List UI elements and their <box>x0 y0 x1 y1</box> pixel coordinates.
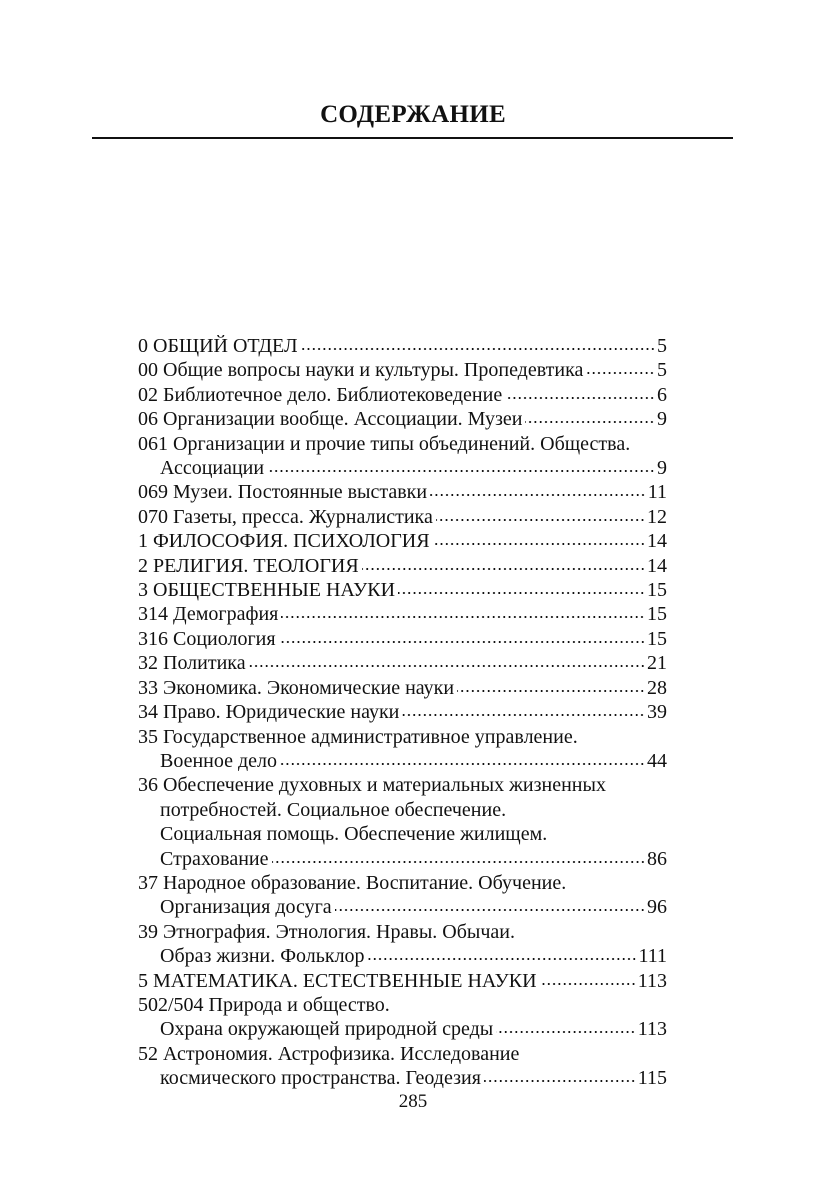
dot-leader <box>433 542 645 546</box>
toc-entry-text: Охрана окружающей природной среды <box>160 1018 494 1041</box>
toc-page-number: 113 <box>637 969 667 992</box>
page-title: СОДЕРЖАНИЕ <box>320 101 506 128</box>
toc-entry-text: 316 Социология <box>138 627 276 650</box>
toc-page-number: 15 <box>647 627 667 650</box>
toc-entry-text: 314 Демография <box>138 603 279 626</box>
toc-entry <box>138 432 667 481</box>
toc-entry-last-line <box>138 969 667 993</box>
toc-page-number: 11 <box>647 481 667 504</box>
toc-entry <box>138 993 667 1042</box>
dot-leader <box>368 957 637 961</box>
toc-entry <box>138 578 667 602</box>
toc-entry-last-line <box>138 1017 667 1041</box>
toc-entry <box>138 407 667 431</box>
toc-page-number: 86 <box>647 847 667 870</box>
toc-page-number: 15 <box>647 579 667 602</box>
toc-entry-text: Ассоциации <box>160 457 265 480</box>
toc-entry-last-line <box>138 505 667 529</box>
toc-entry-text: 35 Государственное административное управление. <box>138 725 578 748</box>
toc-entry-text: 37 Народное образование. Воспитание. Обучение. <box>138 871 567 894</box>
toc-entry-line <box>138 725 667 749</box>
toc-entry-text: Организация досуга <box>160 896 332 919</box>
dot-leader <box>335 908 645 912</box>
toc-entry-text: 069 Музеи. Постоянные выставки <box>138 481 428 504</box>
toc-page-number: 96 <box>647 896 667 919</box>
toc-page-number: 6 <box>657 383 667 406</box>
dot-leader <box>249 664 645 668</box>
toc-entry-line <box>138 432 667 456</box>
toc-entry-last-line <box>138 334 667 358</box>
toc-entry-last-line <box>138 383 667 407</box>
table-of-contents <box>138 334 667 1091</box>
toc-page-number: 12 <box>647 505 667 528</box>
toc-entry-line <box>138 993 667 1017</box>
toc-entry-text: 3 ОБЩЕСТВЕННЫЕ НАУКИ <box>138 579 396 602</box>
toc-entry-last-line <box>138 358 667 382</box>
toc-entry-last-line <box>138 578 667 602</box>
toc-entry-text: потребностей. Социальное обеспечение. <box>160 798 507 821</box>
toc-entry-text: 02 Библиотечное дело. Библиотековедение <box>138 383 503 406</box>
toc-page-number: 21 <box>647 652 667 675</box>
toc-entry <box>138 627 667 651</box>
toc-entry-last-line <box>138 847 667 871</box>
dot-leader <box>505 396 655 400</box>
toc-entry-last-line <box>138 480 667 504</box>
toc-entry <box>138 529 667 553</box>
dot-leader <box>301 347 655 351</box>
toc-page-number: 39 <box>647 701 667 724</box>
toc-entry-text: 061 Организации и прочие типы объединений. Общества. <box>138 432 631 455</box>
toc-entry-text: Социальная помощь. Обеспечение жилищем. <box>160 823 548 846</box>
toc-entry-text: 502/504 Природа и общество. <box>138 993 390 1016</box>
dot-leader <box>457 689 645 693</box>
toc-page-number: 5 <box>657 335 667 357</box>
toc-entry-last-line <box>138 554 667 578</box>
toc-entry <box>138 505 667 529</box>
toc-entry-text: 0 ОБЩИЙ ОТДЕЛ <box>138 335 298 357</box>
toc-entry-text: 00 Общие вопросы науки и культуры. Пропедевтика <box>138 359 584 382</box>
toc-page-number: 15 <box>647 603 667 626</box>
page-number: 285 <box>398 1091 428 1112</box>
toc-entry-last-line <box>138 602 667 626</box>
dot-leader <box>398 591 645 595</box>
toc-entry-text: 36 Обеспечение духовных и материальных жизненных <box>138 774 606 797</box>
dot-leader <box>362 567 645 571</box>
toc-entry-last-line <box>138 651 667 675</box>
toc-entry-last-line <box>138 456 667 480</box>
toc-entry-text: 06 Организации вообще. Ассоциации. Музеи <box>138 408 523 431</box>
toc-entry <box>138 383 667 407</box>
toc-entry-line <box>138 1042 667 1066</box>
dot-leader <box>280 762 645 766</box>
toc-entry-text: 32 Политика <box>138 652 246 675</box>
toc-entry-last-line <box>138 700 667 724</box>
toc-entry-last-line <box>138 676 667 700</box>
toc-entry-line <box>138 871 667 895</box>
toc-entry <box>138 358 667 382</box>
toc-entry-last-line <box>138 895 667 919</box>
toc-entry-text: 5 МАТЕМАТИКА. ЕСТЕСТВЕННЫЕ НАУКИ <box>138 969 537 992</box>
dot-leader <box>430 493 646 497</box>
dot-leader <box>272 860 645 864</box>
toc-entry-text: Образ жизни. Фольклор <box>160 945 365 968</box>
title-rule <box>92 137 733 139</box>
toc-entry-line <box>138 920 667 944</box>
toc-page-number: 14 <box>647 554 667 577</box>
toc-entry-text: 070 Газеты, пресса. Журналистика <box>138 505 433 528</box>
toc-entry <box>138 700 667 724</box>
dot-leader <box>496 1030 636 1034</box>
toc-entry <box>138 773 667 871</box>
toc-page-number: 14 <box>647 530 667 553</box>
toc-entry-line <box>138 822 667 846</box>
toc-page-number: 9 <box>657 408 667 431</box>
toc-page-number: 44 <box>647 749 667 772</box>
toc-entry-text: космического пространства. Геодезия <box>160 1067 481 1090</box>
toc-entry <box>138 651 667 675</box>
toc-entry <box>138 1042 667 1091</box>
dot-leader <box>402 713 645 717</box>
toc-entry-last-line <box>138 407 667 431</box>
toc-entry-last-line <box>138 627 667 651</box>
toc-entry <box>138 480 667 504</box>
toc-page-number: 28 <box>647 676 667 699</box>
toc-entry-last-line <box>138 944 667 968</box>
toc-entry-text: 1 ФИЛОСОФИЯ. ПСИХОЛОГИЯ <box>138 530 430 553</box>
toc-entry <box>138 725 667 774</box>
toc-entry-line <box>138 798 667 822</box>
dot-leader <box>279 640 645 644</box>
toc-entry-text: 2 РЕЛИГИЯ. ТЕОЛОГИЯ <box>138 554 359 577</box>
toc-entry-text: 34 Право. Юридические науки <box>138 701 400 724</box>
toc-entry-text: 52 Астрономия. Астрофизика. Исследование <box>138 1042 520 1065</box>
toc-entry-last-line <box>138 749 667 773</box>
toc-entry-line <box>138 773 667 797</box>
toc-entry <box>138 676 667 700</box>
toc-entry-text: 39 Этнография. Этнология. Нравы. Обычаи. <box>138 920 515 943</box>
toc-page-number: 115 <box>637 1067 667 1090</box>
toc-entry-last-line <box>138 529 667 553</box>
toc-entry-text: Военное дело <box>160 749 278 772</box>
dot-leader <box>267 469 655 473</box>
dot-leader <box>525 420 655 424</box>
toc-entry <box>138 554 667 578</box>
toc-page-number: 111 <box>638 945 667 968</box>
toc-entry <box>138 871 667 920</box>
dot-leader <box>436 518 645 522</box>
dot-leader <box>586 371 655 375</box>
toc-entry-text: Страхование <box>160 847 269 870</box>
toc-entry <box>138 602 667 626</box>
toc-page-number: 9 <box>657 457 667 480</box>
dot-leader <box>281 615 645 619</box>
dot-leader <box>540 982 636 986</box>
toc-entry <box>138 334 667 358</box>
toc-page-number: 5 <box>657 359 667 382</box>
toc-entry-last-line <box>138 1066 667 1090</box>
toc-entry <box>138 969 667 993</box>
toc-entry-text: 33 Экономика. Экономические науки <box>138 676 455 699</box>
toc-entry <box>138 920 667 969</box>
toc-page-number: 113 <box>637 1018 667 1041</box>
dot-leader <box>484 1079 636 1083</box>
